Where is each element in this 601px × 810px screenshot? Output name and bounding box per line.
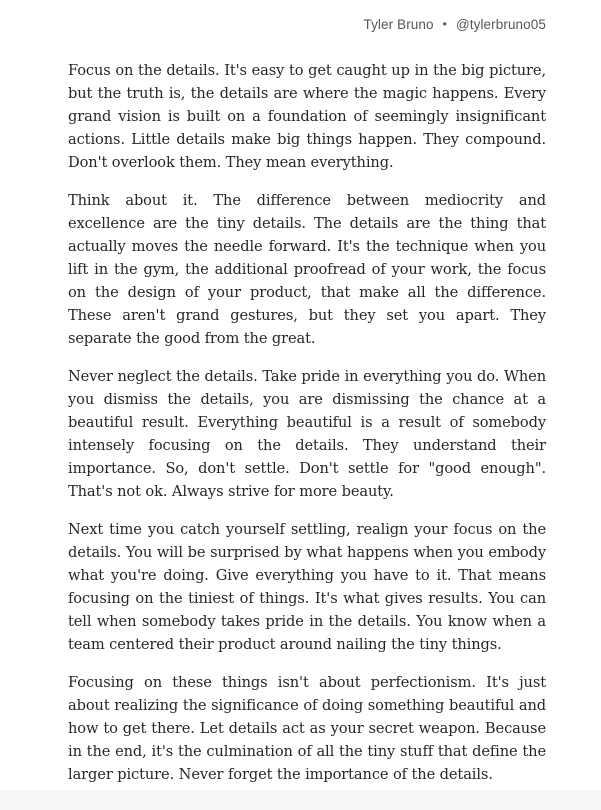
paragraph: Next time you catch yourself settling, realign your focus on the details. You will be surprised by what happens when you embody what you're doing. Give everything you have to it. That means focusing on the tiniest of things. It's what gives results. You can tell when somebody takes pride in the details. You know when a team centered their product around nailing the tiny things. <box>68 521 546 653</box>
paragraph: Think about it. The difference between mediocrity and excellence are the tiny details. The details are the thing that actually moves the needle forward. It's the technique when you lift in the gym, the additional proofread of your work, the focus on the design of your product, that make all the difference. These aren't grand gestures, but they set you apart. They separate the good from the great. <box>68 192 546 347</box>
paragraph: Focusing on these things isn't about perfectionism. It's just about realizing the significance of doing something beautiful and how to get there. Let details act as your secret weapon. Because in the end, it's the culmination of all the tiny stuff that define the larger picture. Never forget the importance of the details. <box>68 674 546 783</box>
page-bottom-margin <box>0 790 601 810</box>
author-byline <box>363 17 546 32</box>
author-name: Tyler Bruno <box>363 17 434 32</box>
author-handle: @tylerbruno05 <box>455 17 546 32</box>
byline-separator: • <box>442 17 447 31</box>
paragraph: Focus on the details. It's easy to get caught up in the big picture, but the truth is, the details are where the magic happens. Every grand vision is built on a foundation of seemingly insignificant actions. Little details make big things happen. They compound. Don't overlook them. They mean everything. <box>68 62 546 171</box>
article-body <box>68 59 546 801</box>
paragraph: Never neglect the details. Take pride in everything you do. When you dismiss the details, you are dismissing the chance at a beautiful result. Everything beautiful is a result of somebody intensely focusing on the details. They understand their importance. So, don't settle. Don't settle for "good enough". That's not ok. Always strive for more beauty. <box>68 368 546 500</box>
